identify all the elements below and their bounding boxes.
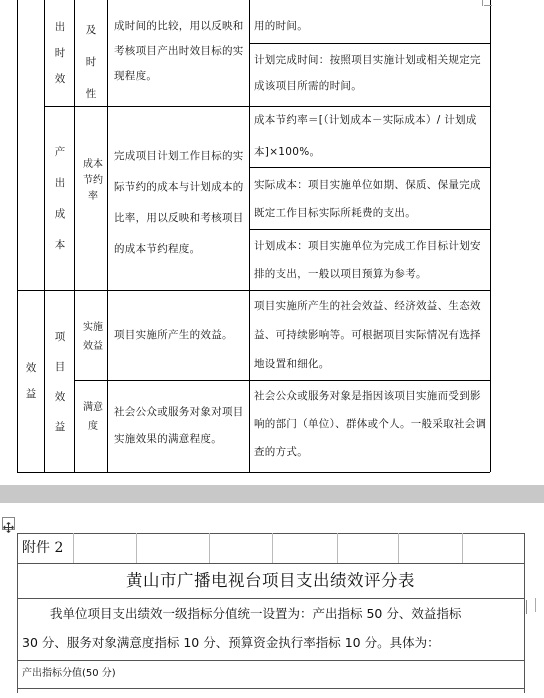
cost-actual-note: 实际成本：项目实施单位如期、保质、保量完成既定工作目标实际所耗费的支出。 bbox=[254, 179, 481, 219]
level3-cost-saving-rate: 成本节约率 bbox=[83, 159, 103, 202]
level1-benefit: 效益 bbox=[25, 362, 37, 400]
level2-cost: 产出成本 bbox=[54, 146, 66, 251]
intro-paragraph-line1: 我单位项目支出绩效一级指标分值统一设置为：产出指标 50 分、效益指标 bbox=[50, 606, 462, 621]
attachment-label: 附件 2 bbox=[22, 540, 64, 556]
satisfaction-description: 社会公众或服务对象对项目实施效果的满意程度。 bbox=[114, 406, 244, 445]
satisfaction-note: 社会公众或服务对象是指因该项目实施而受到影响的部门（单位）、群体或个人。一般采取社会调查的方式。 bbox=[254, 390, 487, 458]
page-title: 黄山市广播电视台项目支出绩效评分表 bbox=[126, 571, 415, 590]
timeliness-note-1: 用的时间。 bbox=[254, 20, 308, 32]
move-arrows-icon[interactable] bbox=[2, 517, 15, 530]
cost-planned-note: 计划成本：项目实施单位为完成工作目标计划安排的支出，一般以项目预算为参考。 bbox=[254, 240, 481, 280]
page-edge-marker bbox=[535, 598, 544, 612]
intro-paragraph-line2: 30 分、服务对象满意度指标 10 分、预算资金执行率指标 10 分。具体为： bbox=[22, 635, 440, 650]
cost-formula-line2: 本]×100%。 bbox=[254, 146, 321, 158]
level3-implementation-benefit: 实施效益 bbox=[83, 322, 103, 352]
implementation-benefit-note: 项目实施所产生的社会效益、经济效益、生态效益、可持续影响等。可根据项目实际情况有选择地设置和细化。 bbox=[254, 300, 481, 370]
timeliness-description: 成时间的比较，用以反映和考核项目产出时效目标的实现程度。 bbox=[114, 20, 244, 82]
cost-formula-line1: 成本节约率＝[（计划成本－实际成本）/ 计划成 bbox=[254, 114, 477, 126]
level2-timeliness: 出时效 bbox=[54, 21, 66, 85]
timeliness-note-2: 计划完成时间：按照项目实施计划或相关规定完成该项目所需的时间。 bbox=[254, 54, 481, 92]
level3-satisfaction: 满意度 bbox=[83, 402, 103, 432]
implementation-benefit-description: 项目实施所产生的效益。 bbox=[114, 329, 233, 341]
level3-timeliness: 及时性 bbox=[85, 24, 97, 100]
cost-description: 完成项目计划工作目标的实际节约的成本与计划成本的比率，用以反映和考核项目的成本节约程度。 bbox=[114, 150, 244, 255]
level2-project-benefit: 项目效益 bbox=[54, 331, 66, 433]
output-indicator-score: 产出指标分值(50 分) bbox=[22, 668, 116, 679]
page-break bbox=[0, 485, 544, 503]
